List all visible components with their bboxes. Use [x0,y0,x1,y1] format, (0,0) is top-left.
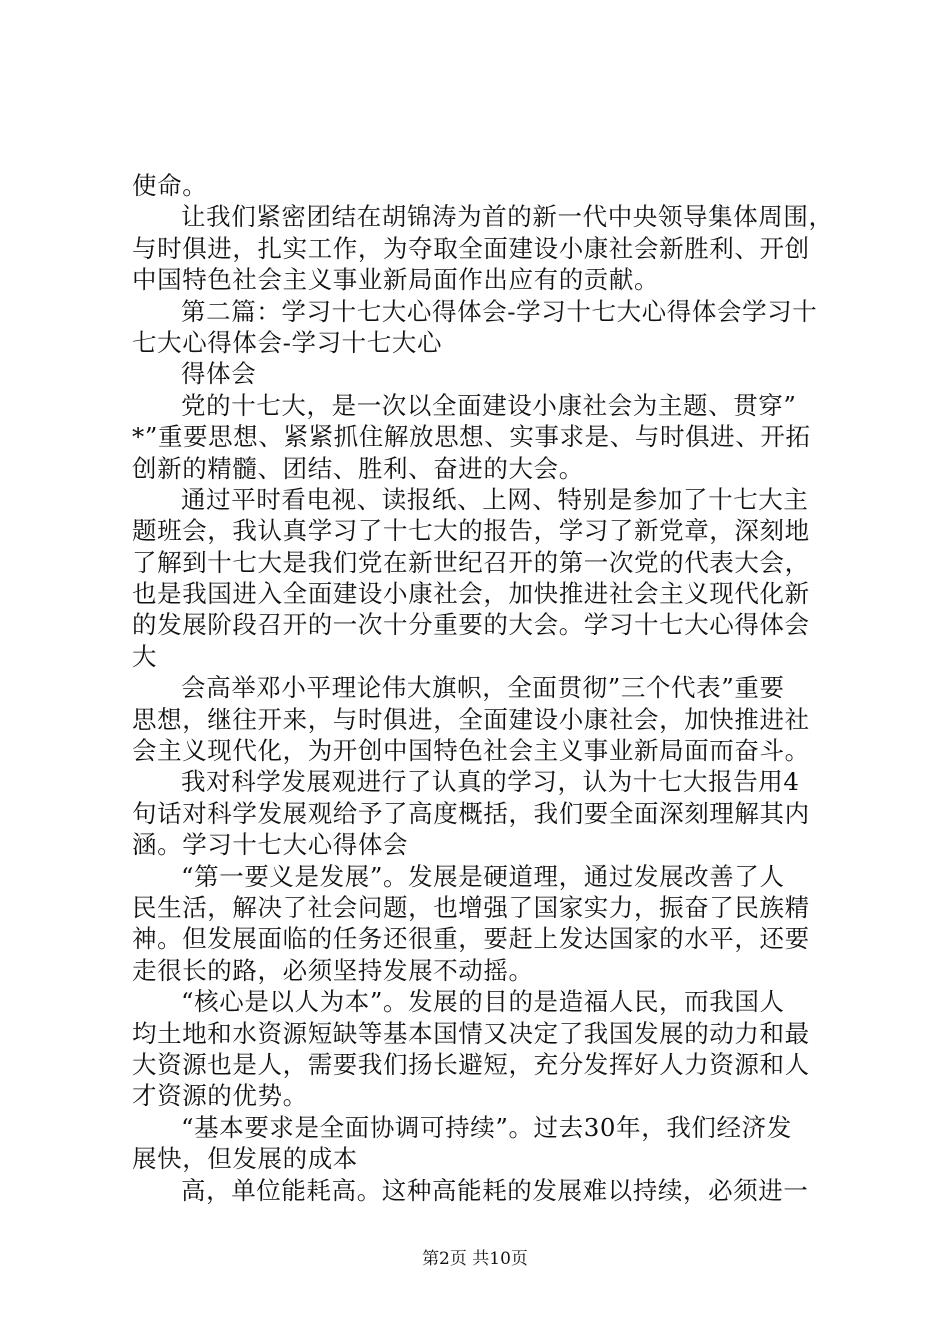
text-line: 了解到十七大是我们党在新世纪召开的第一次党的代表大会， [132,547,810,577]
text-line: 中国特色社会主义事业新局面作出应有的贡献。 [132,265,660,295]
text-line: 大 [132,641,158,671]
text-line: 也是我国进入全面建设小康社会，加快推进社会主义现代化新 [132,579,810,609]
text-line: 七大心得体会-学习十七大心 [132,327,443,357]
text-line: 会高举邓小平理论伟大旗帜，全面贯彻”三个代表”重要 [181,673,785,703]
text-line: 第二篇：学习十七大心得体会-学习十七大心得体会学习十 [181,296,818,326]
text-line: 民生活，解决了社会问题，也增强了国家实力，振奋了民族精 [132,892,810,922]
text-line: 走很长的路，必须坚持发展不动摇。 [132,955,534,985]
text-line: 与时俱进，扎实工作，为夺取全面建设小康社会新胜利、开创 [132,233,810,263]
text-line: 大资源也是人，需要我们扬长避短，充分发挥好人力资源和人 [132,1049,810,1079]
page-footer: 第2页 共10页 [422,1249,528,1269]
text-line: 让我们紧密团结在胡锦涛为首的新一代中央领导集体周围， [181,202,834,232]
text-line: 创新的精髓、团结、胜利、奋进的大会。 [132,453,584,483]
text-line: 句话对科学发展观给予了高度概括，我们要全面深刻理解其内 [132,798,810,828]
text-line: *”重要思想、紧紧抓住解放思想、实事求是、与时俱进、开拓 [132,422,811,452]
document-body [132,170,832,1206]
text-line: 通过平时看电视、读报纸、上网、特别是参加了十七大主 [181,484,809,514]
text-line: 高，单位能耗高。这种高能耗的发展难以持续，必须进一 [181,1175,809,1205]
text-line: 我对科学发展观进行了认真的学习，认为十七大报告用4 [181,767,800,797]
text-line: 展快，但发展的成本 [132,1144,358,1174]
text-line: 思想，继往开来，与时俱进，全面建设小康社会，加快推进社 [132,704,810,734]
text-line: 神。但发展面临的任务还很重，要赶上发达国家的水平，还要 [132,924,810,954]
text-line: “核心是以人为本”。发展的目的是造福人民，而我国人 [181,987,785,1017]
text-line: 会主义现代化，为开创中国特色社会主义事业新局面而奋斗。 [132,736,810,766]
text-line: 才资源的优势。 [132,1081,308,1111]
text-line: 的发展阶段召开的一次十分重要的大会。学习十七大心得体会 [132,610,810,640]
text-line: “基本要求是全面协调可持续”。过去30年，我们经济发 [181,1112,792,1142]
text-line: 党的十七大，是一次以全面建设小康社会为主题、贯穿” [181,390,797,420]
text-line: 均土地和水资源短缺等基本国情又决定了我国发展的动力和最 [132,1018,810,1048]
text-line: 涵。学习十七大心得体会 [132,830,409,860]
text-line: “第一要义是发展”。发展是硬道理，通过发展改善了人 [181,861,785,891]
text-line: 题班会，我认真学习了十七大的报告，学习了新党章，深刻地 [132,516,810,546]
text-line: 使命。 [132,171,208,200]
text-line: 得体会 [181,359,257,389]
